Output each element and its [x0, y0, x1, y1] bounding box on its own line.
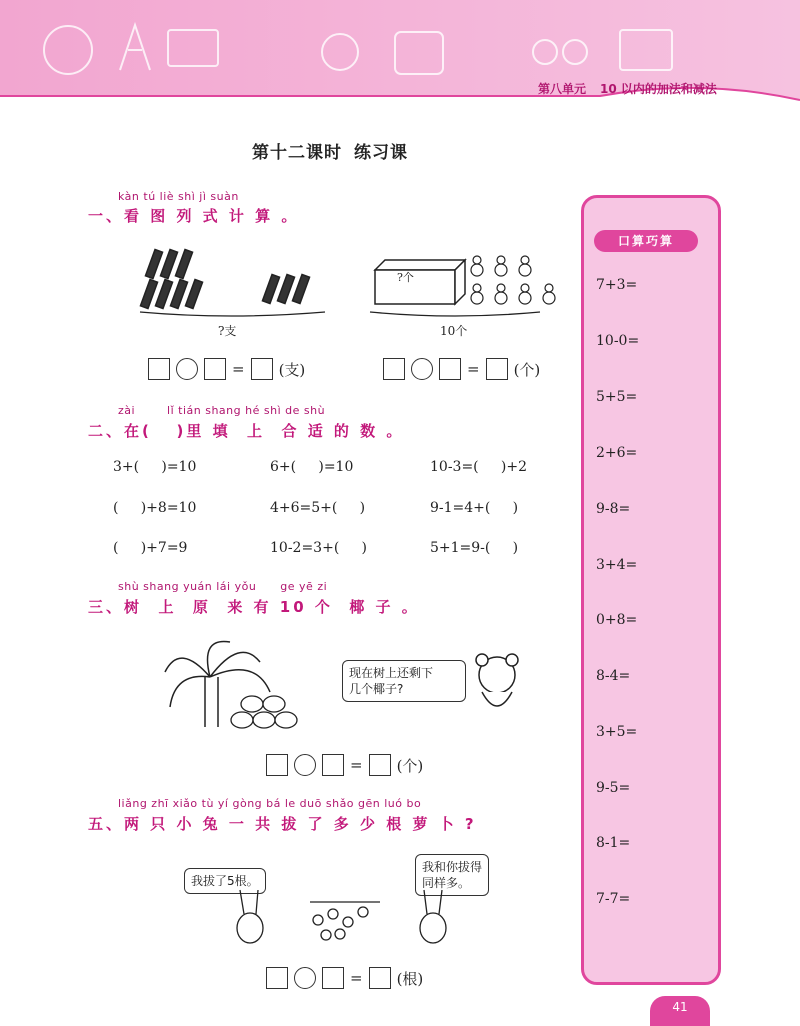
q1-pinyin: kàn tú liè shì jì suàn	[118, 190, 239, 203]
brace-right-icon	[370, 312, 540, 316]
sidebar-item[interactable]: 10-0=	[596, 333, 640, 349]
bubble-line: 我拔了5根。	[191, 874, 259, 888]
unit-label: (个)	[396, 756, 424, 775]
equals-sign: =	[350, 969, 363, 987]
sidebar-item[interactable]: 3+4=	[596, 557, 638, 573]
q5-pinyin: liǎng zhī xiǎo tù yí gòng bá le duō shǎo gēn luó bo	[118, 797, 422, 810]
q1-right-equation	[383, 358, 540, 380]
bubble-line: 现在树上还剩下	[349, 666, 434, 680]
q2-title: 二、在( )里 填 上 合 适 的 数 。	[88, 422, 405, 440]
bubble-line: 同样多。	[422, 876, 471, 891]
bubble-line: 我和你拔得	[422, 860, 483, 874]
answer-box[interactable]	[266, 754, 288, 776]
box-icon	[375, 260, 465, 304]
sidebar-item[interactable]: 2+6=	[596, 445, 638, 461]
header-banner	[0, 0, 800, 118]
palm-tree-icon	[160, 632, 310, 732]
q3-title: 三、树 上 原 来 有 10 个 椰 子 。	[88, 598, 420, 616]
bubble-line: 几个椰子?	[349, 682, 404, 697]
sidebar-item[interactable]: 7+3=	[596, 277, 638, 293]
equals-sign: =	[232, 360, 245, 378]
sidebar-item[interactable]: 7-7=	[596, 891, 631, 907]
fill-blank-item[interactable]: 3+( )=10	[113, 459, 197, 475]
fill-blank-item[interactable]: 4+6=5+( )	[270, 500, 366, 516]
bear-icon	[470, 650, 525, 722]
operator-circle[interactable]	[294, 754, 316, 776]
answer-box[interactable]	[369, 754, 391, 776]
answer-box[interactable]	[486, 358, 508, 380]
sidebar-item[interactable]: 9-5=	[596, 780, 631, 796]
operator-circle[interactable]	[411, 358, 433, 380]
fill-blank-item[interactable]: 6+( )=10	[270, 459, 354, 475]
equals-sign: =	[350, 756, 363, 774]
q3-equation	[266, 754, 423, 776]
sidebar-item[interactable]: 3+5=	[596, 724, 638, 740]
fill-blank-item[interactable]: ( )+7=9	[113, 540, 188, 556]
fill-blank-item[interactable]: 5+1=9-( )	[430, 540, 519, 556]
answer-box[interactable]	[322, 967, 344, 989]
answer-box[interactable]	[251, 358, 273, 380]
sidebar-item[interactable]: 8-4=	[596, 668, 631, 684]
sidebar-badge: 口算巧算	[594, 230, 698, 252]
sidebar-item[interactable]: 5+5=	[596, 389, 638, 405]
answer-box[interactable]	[383, 358, 405, 380]
unit-topic: 10 以内的加法和减法	[600, 82, 717, 96]
lesson-title	[0, 138, 660, 163]
brace-left-icon	[140, 312, 325, 316]
fill-blank-item[interactable]: 10-2=3+( )	[270, 540, 367, 556]
q5-equation	[266, 967, 423, 989]
unit-label: 第八单元	[538, 82, 587, 96]
q5-title: 五、两 只 小 兔 一 共 拔 了 多 少 根 萝 卜 ?	[88, 815, 477, 833]
snowmen-icon	[471, 256, 555, 304]
answer-box[interactable]	[204, 358, 226, 380]
answer-box[interactable]	[148, 358, 170, 380]
unit-label: (支)	[278, 360, 306, 379]
mental-math-sidebar	[581, 195, 721, 985]
page-number: 41	[650, 996, 710, 1026]
q1-right-caption: 10个	[440, 324, 468, 338]
q1-illustrations	[135, 240, 575, 330]
sidebar-item[interactable]: 8-1=	[596, 835, 631, 851]
operator-circle[interactable]	[176, 358, 198, 380]
q1-left-equation	[148, 358, 305, 380]
answer-box[interactable]	[369, 967, 391, 989]
fill-blank-item[interactable]: 9-1=4+( )	[430, 500, 519, 516]
q1-box-label: ?个	[397, 271, 414, 284]
fill-blank-item[interactable]: ( )+8=10	[113, 500, 197, 516]
sidebar-item[interactable]: 0+8=	[596, 612, 638, 628]
sidebar-item[interactable]: 9-8=	[596, 501, 631, 517]
operator-circle[interactable]	[294, 967, 316, 989]
q3-pinyin: shù shang yuán lái yǒu ge yē zi	[118, 580, 328, 593]
unit-label: (根)	[396, 969, 424, 988]
rabbits-carrots-icon	[228, 880, 458, 948]
answer-box[interactable]	[322, 754, 344, 776]
q1-left-caption: ?支	[218, 324, 237, 338]
pencils-left-icon	[140, 249, 309, 308]
unit-label: (个)	[513, 360, 541, 379]
unit-title	[538, 80, 731, 97]
q2-pinyin: zài lǐ tián shang hé shì de shù	[118, 404, 326, 417]
answer-box[interactable]	[266, 967, 288, 989]
fill-blank-item[interactable]: 10-3=( )+2	[430, 459, 527, 475]
q3-speech-bubble	[342, 660, 466, 702]
answer-box[interactable]	[439, 358, 461, 380]
lesson-type: 练习课	[354, 143, 408, 163]
lesson-number: 第十二课时	[252, 143, 342, 163]
q1-title: 一、看 图 列 式 计 算 。	[88, 207, 300, 225]
equals-sign: =	[467, 360, 480, 378]
